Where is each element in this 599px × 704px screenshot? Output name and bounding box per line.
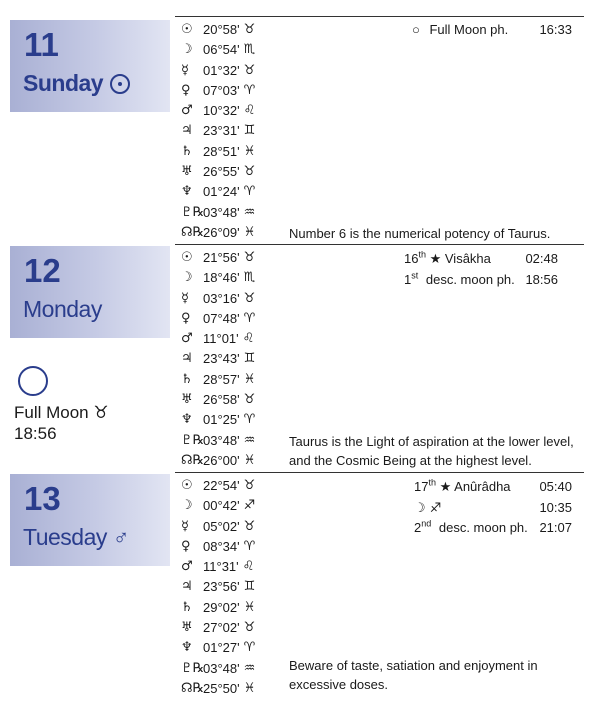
planet-row — [181, 370, 291, 390]
planet-row — [181, 81, 291, 101]
event-time: 18:56 — [525, 272, 558, 287]
planet-row — [181, 309, 291, 329]
day-divider — [175, 472, 584, 473]
planet-value: 26°00' — [203, 452, 240, 468]
planet-glyph: ♀ — [181, 310, 191, 326]
planet-glyph: ♇℞ — [181, 660, 205, 676]
planet-value: 29°02' — [203, 599, 240, 615]
planet-row — [181, 517, 291, 537]
planet-value: 06°54' — [203, 42, 240, 58]
event-row — [414, 477, 572, 497]
planet-value: 01°27' — [203, 640, 240, 656]
event-ordinal: 16 — [404, 251, 419, 266]
day-name — [23, 296, 102, 323]
planet-sign: ♉ — [243, 250, 256, 265]
planet-value: 28°51' — [203, 143, 240, 159]
planet-sign: ♊ — [243, 351, 256, 367]
event-time: 05:40 — [539, 479, 572, 494]
day-divider — [175, 244, 584, 245]
planet-value: 05°02' — [203, 518, 240, 534]
day-header-box — [10, 246, 170, 338]
event-ordinal-suffix: st — [411, 270, 419, 281]
event-ordinal: 17 — [414, 479, 429, 494]
planet-sign: ♈ — [243, 82, 256, 98]
planet-value: 01°24' — [203, 184, 240, 200]
event-row — [414, 498, 572, 518]
event-label: Full Moon ph. — [429, 22, 509, 37]
planet-value: 08°34' — [203, 538, 240, 554]
event-time: 10:35 — [539, 500, 572, 515]
planet-row — [181, 557, 291, 577]
planet-row — [181, 203, 291, 223]
planet-glyph: ☉ — [181, 478, 193, 493]
event-label: desc. moon ph. — [438, 520, 528, 535]
planet-value: 28°57' — [203, 371, 240, 387]
planet-row — [181, 349, 291, 369]
planet-glyph: ☿ — [181, 518, 189, 534]
event-ordinal-suffix: nd — [421, 518, 432, 529]
planet-glyph: ♃ — [181, 123, 193, 139]
planet-row — [181, 431, 291, 451]
planet-glyph: ☊℞ — [181, 680, 205, 696]
event-ordinal-suffix: th — [428, 477, 436, 488]
planet-glyph: ☊℞ — [181, 452, 205, 468]
day-name-label: Monday — [23, 296, 102, 322]
planet-row — [181, 679, 291, 699]
planet-glyph: ♇℞ — [181, 204, 205, 220]
planet-row — [181, 638, 291, 658]
planet-sign: ♈ — [243, 640, 256, 656]
planet-value: 00°42' — [203, 498, 240, 514]
event-label: ☽ ♐ — [414, 501, 442, 516]
planet-value: 07°03' — [203, 82, 240, 98]
day-name-label: Tuesday — [23, 524, 107, 550]
planet-glyph: ♆ — [181, 184, 193, 200]
planet-value: 18°46' — [203, 270, 240, 286]
planet-value: 23°56' — [203, 579, 240, 595]
planet-sign: ♐ — [243, 498, 256, 514]
planet-value: 03°48' — [203, 660, 240, 676]
event-time: 16:33 — [539, 22, 572, 37]
planet-value: 07°48' — [203, 310, 240, 326]
planet-glyph: ☿ — [181, 290, 189, 306]
planet-value: 01°25' — [203, 412, 240, 428]
planet-row — [181, 142, 291, 162]
planet-row — [181, 451, 291, 471]
planet-glyph: ♂ — [181, 103, 193, 119]
planet-sign: ♈ — [243, 412, 256, 428]
planet-glyph: ☿ — [181, 62, 189, 78]
planet-row — [181, 101, 291, 121]
day-note: Number 6 is the numerical potency of Taurus. — [289, 226, 551, 241]
planet-sign: ♓ — [243, 143, 256, 159]
planet-glyph: ♃ — [181, 351, 193, 367]
day-number: 12 — [24, 252, 61, 289]
planet-value: 11°01' — [203, 331, 239, 347]
planet-value: 10°32' — [203, 103, 240, 119]
event-row — [404, 249, 558, 269]
planet-glyph: ♂ — [181, 559, 193, 575]
planet-value: 21°56' — [203, 250, 240, 265]
event-row — [412, 20, 572, 40]
planet-value: 03°48' — [203, 204, 240, 220]
planet-row — [181, 223, 291, 243]
planet-value: 11°31' — [203, 559, 239, 575]
planet-sign: ♒ — [243, 204, 256, 220]
planet-value: 26°58' — [203, 392, 240, 408]
planet-value: 26°09' — [203, 224, 240, 240]
planet-sign: ♒ — [243, 432, 256, 448]
day-name-label: Sunday — [23, 70, 104, 96]
sun-icon — [110, 74, 130, 94]
planet-row — [181, 121, 291, 141]
planet-glyph: ♅ — [181, 392, 193, 408]
planet-sign: ♌ — [242, 559, 255, 575]
planet-glyph: ♆ — [181, 640, 193, 656]
day-note: Beware of taste, satiation and enjoyment in excessive doses. — [289, 658, 538, 692]
planet-row — [181, 537, 291, 557]
planet-glyph: ♅ — [181, 164, 193, 180]
event-label: ★ Anûrâdha — [439, 479, 511, 494]
planet-row — [181, 618, 291, 638]
planet-row — [181, 598, 291, 618]
planet-sign: ♓ — [243, 680, 256, 696]
planet-value: 23°43' — [203, 351, 240, 367]
planet-value: 27°02' — [203, 620, 240, 636]
event-label: desc. moon ph. — [425, 272, 515, 287]
planet-sign: ♉ — [243, 518, 256, 534]
planet-sign: ♉ — [243, 62, 256, 78]
event-label: ★ Visâkha — [429, 251, 491, 266]
planet-value: 25°50' — [203, 680, 240, 696]
planet-value: 26°55' — [203, 164, 240, 180]
event-time: 21:07 — [539, 520, 572, 535]
planet-value: 23°31' — [203, 123, 240, 139]
planet-sign: ♏ — [243, 270, 256, 286]
planet-row — [181, 182, 291, 202]
full-moon-icon — [18, 366, 48, 396]
day-number: 11 — [24, 26, 59, 63]
day-name — [23, 70, 130, 97]
planet-sign: ♓ — [243, 599, 256, 615]
planet-sign: ♊ — [243, 579, 256, 595]
planet-row — [181, 289, 291, 309]
full-moon-caption — [14, 402, 109, 444]
day-number: 13 — [24, 480, 61, 517]
planet-row — [181, 496, 291, 516]
planet-row — [181, 410, 291, 430]
mars-icon: ♂ — [112, 524, 129, 550]
planet-glyph: ♆ — [181, 412, 193, 428]
event-ordinal-suffix: th — [418, 249, 426, 260]
planet-sign: ♉ — [243, 478, 256, 493]
planet-sign: ♒ — [243, 660, 256, 676]
planet-value: 01°32' — [203, 62, 240, 78]
day-name — [23, 524, 129, 551]
full-moon-time: 18:56 — [14, 424, 57, 443]
planet-row — [181, 659, 291, 679]
day-header-box — [10, 20, 170, 112]
planet-glyph: ♂ — [181, 331, 193, 347]
planet-glyph: ♃ — [181, 579, 193, 595]
planet-glyph: ♄ — [181, 143, 193, 159]
planet-row — [181, 162, 291, 182]
planet-row — [181, 329, 291, 349]
planet-glyph: ♄ — [181, 599, 193, 615]
full-moon-icon: ○ — [412, 22, 420, 37]
planet-row — [181, 20, 291, 40]
day-divider — [175, 16, 584, 17]
event-row — [414, 518, 572, 538]
planet-glyph: ♅ — [181, 620, 193, 636]
planet-list — [181, 20, 291, 243]
planet-row — [181, 390, 291, 410]
event-time: 02:48 — [525, 251, 558, 266]
planet-value: 03°16' — [203, 290, 240, 306]
planet-glyph: ☽ — [181, 270, 193, 286]
planet-row — [181, 577, 291, 597]
planet-sign: ♓ — [243, 371, 256, 387]
planet-glyph: ☽ — [181, 42, 193, 58]
planet-glyph: ☉ — [181, 250, 193, 265]
planet-row — [181, 476, 291, 496]
day-header-box — [10, 474, 170, 566]
planet-value: 20°58' — [203, 22, 240, 37]
planet-glyph: ☉ — [181, 22, 193, 37]
planet-value: 22°54' — [203, 478, 240, 493]
planet-list — [181, 248, 291, 471]
planet-sign: ♏ — [243, 42, 256, 58]
event-ordinal: 2 — [414, 520, 422, 535]
planet-sign: ♓ — [243, 224, 256, 240]
planet-list — [181, 476, 291, 699]
planet-sign: ♓ — [243, 452, 256, 468]
planet-sign: ♉ — [243, 620, 256, 636]
planet-glyph: ♀ — [181, 82, 191, 98]
planet-sign: ♊ — [243, 123, 256, 139]
day-note: Taurus is the Light of aspiration at the lower level, and the Cosmic Being at the highest level. — [289, 434, 574, 468]
planet-sign: ♈ — [243, 310, 256, 326]
planet-row — [181, 268, 291, 288]
planet-sign: ♌ — [242, 331, 255, 347]
planet-glyph: ♀ — [181, 538, 191, 554]
planet-glyph: ♄ — [181, 371, 193, 387]
planet-value: 03°48' — [203, 432, 240, 448]
planet-sign: ♉ — [243, 164, 256, 180]
planet-row — [181, 40, 291, 60]
planet-glyph: ♇℞ — [181, 432, 205, 448]
planet-sign: ♉ — [243, 22, 256, 37]
planet-sign: ♌ — [243, 103, 256, 119]
planet-sign: ♈ — [243, 538, 256, 554]
planet-glyph: ☊℞ — [181, 224, 205, 240]
planet-glyph: ☽ — [181, 498, 193, 514]
event-row — [404, 270, 558, 290]
planet-row — [181, 248, 291, 268]
full-moon-label: Full Moon ♉ — [14, 403, 109, 422]
event-ordinal: 1 — [404, 272, 412, 287]
planet-sign: ♈ — [243, 184, 256, 200]
planet-sign: ♉ — [243, 392, 256, 408]
planet-row — [181, 61, 291, 81]
planet-sign: ♉ — [243, 290, 256, 306]
